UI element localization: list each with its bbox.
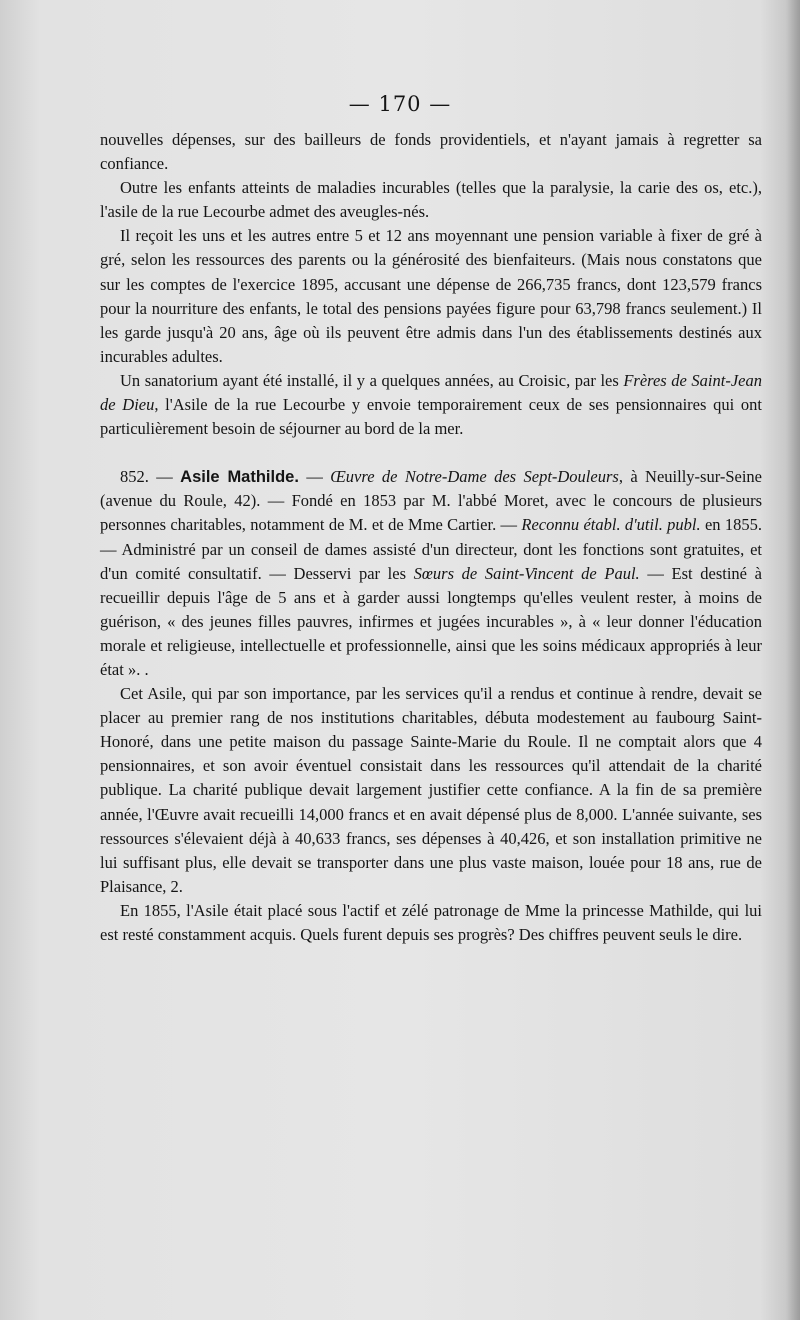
entry-italic-2: Reconnu établ. d'util. publ. [521, 515, 701, 535]
paragraph-1: nouvelles dépenses, sur des bailleurs de fonds providentiels, et n'ayant jamais à regretter sa confiance. [100, 130, 762, 174]
entry-text-4: — Est destiné à recueillir depuis l'âge de 5 ans et à garder aussi longtemps qu'elles veulent rester, à moins de guérison, « des jeunes filles pauvres, infirmes et jugées incurables », à « leur donner l'éducation morale et religieuse, intellectuelle et professionnelle, ainsi que les soins médicaux appropriés à leur état ». . [100, 563, 762, 679]
paragraph-4-italic: Frères de Saint-Jean de Dieu [100, 370, 762, 415]
page-number: — 170 — [348, 92, 452, 116]
entry-title: Asile Mathilde. [180, 468, 299, 487]
paragraph-2: Outre les enfants atteints de maladies incurables (telles que la paralysie, la carie des os, etc.), l'asile de la rue Lecourbe admet des aveugles-nés. [100, 178, 762, 222]
entry-italic-1: Œuvre de Notre-Dame des Sept-Douleurs [330, 467, 619, 487]
section-gap [100, 441, 762, 465]
entry-text-3: en 1855. — Administré par un conseil de dames assisté d'un directeur, dont les fonctions sont gratuites, et d'un comité consultatif. — Desservi par les [100, 515, 762, 583]
page-body [100, 128, 762, 947]
entry-italic-3: Sœurs de Saint-Vincent de Paul. [413, 563, 640, 583]
paragraph-4 [100, 369, 762, 441]
paragraph-7: En 1855, l'Asile était placé sous l'actif et zélé patronage de Mme la princesse Mathilde, qui lui est resté constamment acquis. Quels furent depuis ses progrès? Des chiffres peuvent seuls le dire. [100, 900, 762, 944]
page-edge-shadow [786, 0, 800, 1320]
entry-text-2: , à Neuilly-sur-Seine (avenue du Roule, 42). — Fondé en 1853 par M. l'abbé Moret, avec le concours de plusieurs personnes charitables, notamment de M. et de Mme Cartier. — [100, 467, 763, 535]
entry-852 [100, 465, 762, 682]
entry-text-1: — [298, 467, 331, 487]
paragraph-4-text-a: Un sanatorium ayant été installé, il y a quelques années, au Croisic, par les [120, 370, 624, 390]
paragraph-4-text-b: , l'Asile de la rue Lecourbe y envoie temporairement ceux de ses pensionnaires qui ont particulièrement besoin de séjourner au bord de la mer. [100, 395, 762, 439]
paragraph-6: Cet Asile, qui par son importance, par les services qu'il a rendus et continue à rendre, devait se placer au premier rang de nos institutions charitables, débuta modestement au faubourg Saint-Honoré, dans une petite maison du passage Sainte-Marie du Roule. Il ne comptait alors que 4 pensionnaires, et son avoir éventuel consistait dans les ressources qu'il attendait de la charité publique. La charité publique devait largement justifier cette confiance. A la fin de sa première année, l'Œuvre avait recueilli 14,000 francs et en avait dépensé plus de 8,000. L'année suivante, ses ressources s'élevaient déjà à 40,633 francs, ses dépenses à 40,426, et son installation primitive ne lui suffisant plus, elle devait se transporter dans une plus vaste maison, louée pour 18 ans, rue de Plaisance, 2. [100, 684, 762, 896]
paragraph-3: Il reçoit les uns et les autres entre 5 et 12 ans moyennant une pension variable à fixer de gré à gré, selon les ressources des parents ou la générosité des bienfaiteurs. (Mais nous constatons que sur les comptes de l'exercice 1895, accusant une dépense de 266,735 francs, dont 123,579 francs pour la nourriture des enfants, le total des pensions payées figure pour 63,798 francs seulement.) Il les garde jusqu'à 20 ans, âge où ils peuvent être admis dans l'un des établissements destinés aux incurables adultes. [100, 226, 762, 366]
entry-number: 852. — [120, 467, 181, 487]
